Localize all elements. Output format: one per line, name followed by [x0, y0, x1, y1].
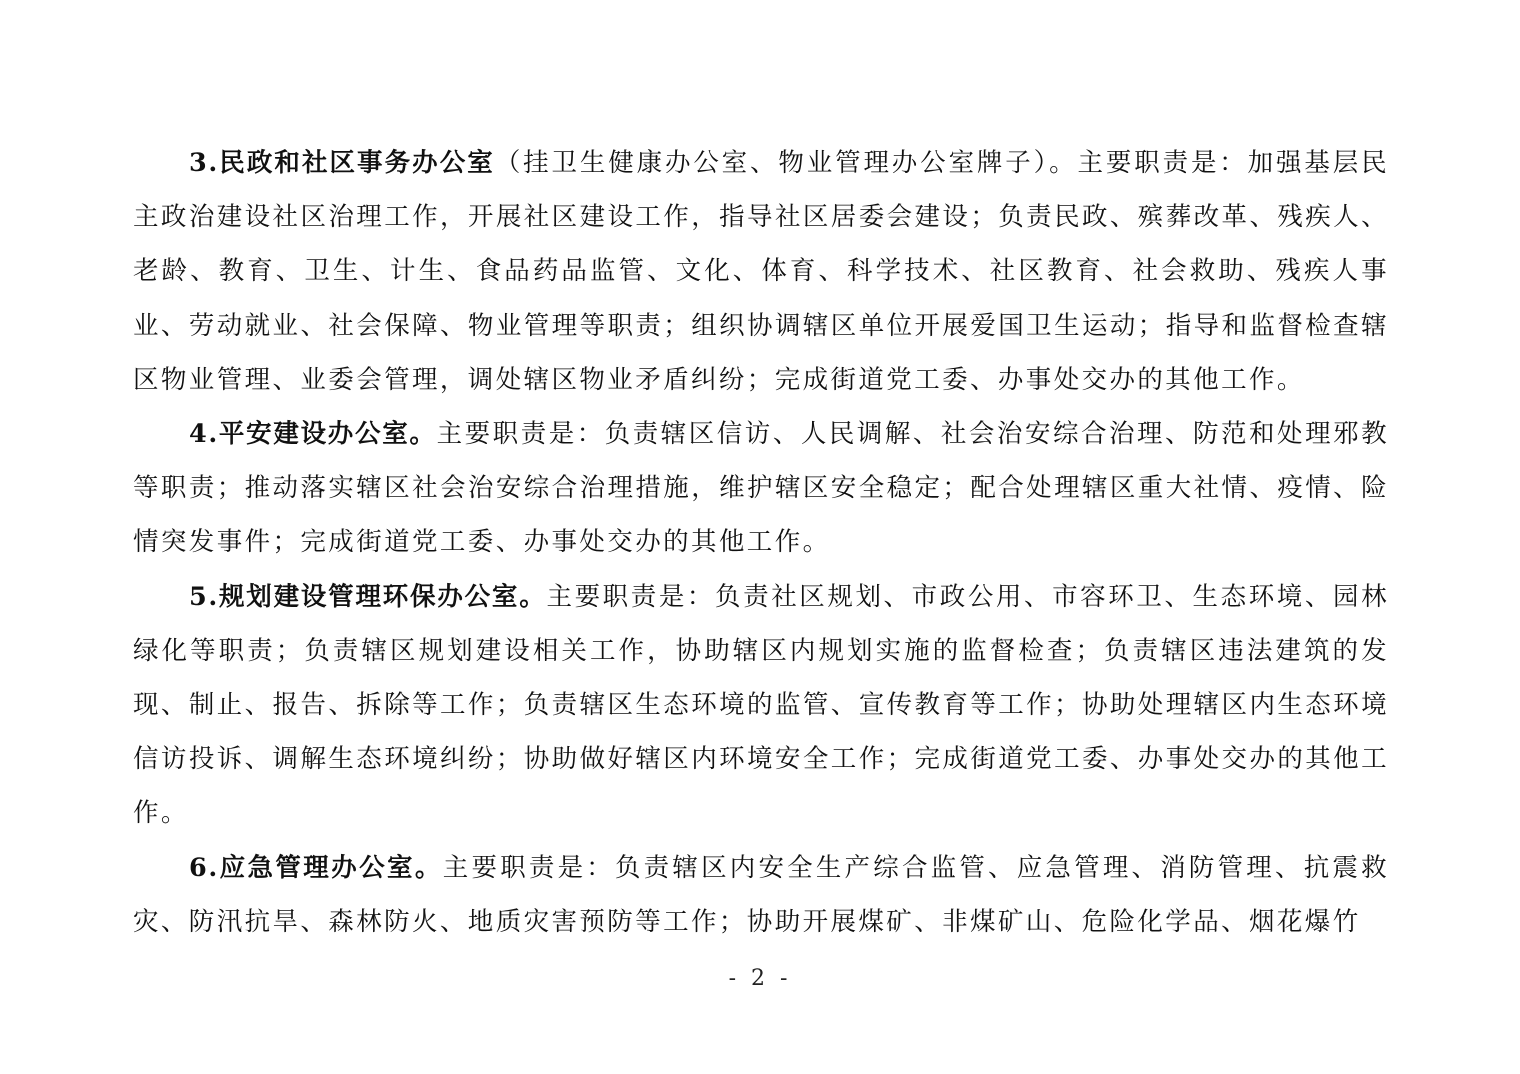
- page-number: - 2 -: [728, 966, 792, 991]
- paragraph-civil-affairs-office: [133, 136, 1389, 407]
- paragraph-text: 主要职责是：负责辖区信访、人民调解、社会治安综合治理、防范和处理邪教等职责；推动落实辖区社会治安综合治理措施，维护辖区安全稳定；配合处理辖区重大社情、疫情、险情突发事件；完成街道党工委、办事处交办的其他工作。: [133, 419, 1390, 558]
- paragraph-lead: 4.平安建设办公室。: [189, 419, 437, 450]
- paragraph-text: 主要职责是：负责社区规划、市政公用、市容环卫、生态环境、园林绿化等职责；负责辖区规划建设相关工作，协助辖区内规划实施的监督检查；负责辖区违法建筑的发现、制止、报告、拆除等工作；负责辖区生态环境的监管、宣传教育等工作；协助处理辖区内生态环境信访投诉、调解生态环境纠纷；协助做好辖区内环境安全工作；完成街道党工委、办事处交办的其他工作。: [133, 581, 1389, 829]
- paragraph-text: 主要职责是：负责辖区内安全生产综合监管、应急管理、消防管理、抗震救灾、防汛抗旱、森林防火、地质灾害预防等工作；协助开展煤矿、非煤矿山、危险化学品、烟花爆竹: [133, 852, 1389, 937]
- paragraph-emergency-office: [133, 841, 1389, 949]
- document-body: [133, 136, 1389, 949]
- paragraph-planning-office: [133, 570, 1389, 841]
- paragraph-text: （挂卫生健康办公室、物业管理办公室牌子）。主要职责是：加强基层民主政治建设社区治理工作，开展社区建设工作，指导社区居委会建设；负责民政、殡葬改革、残疾人、老龄、教育、卫生、计生、食品药品监管、文化、体育、科学技术、社区教育、社会救助、残疾人事业、劳动就业、社会保障、物业管理等职责；组织协调辖区单位开展爱国卫生运动；指导和监督检查辖区物业管理、业委会管理，调处辖区物业矛盾纠纷；完成街道党工委、办事处交办的其他工作。: [133, 148, 1389, 395]
- paragraph-safety-office: [133, 407, 1389, 570]
- paragraph-lead: 3.民政和社区事务办公室: [189, 148, 495, 178]
- paragraph-lead: 5.规划建设管理环保办公室。: [189, 581, 547, 612]
- paragraph-lead: 6.应急管理办公室。: [189, 852, 443, 883]
